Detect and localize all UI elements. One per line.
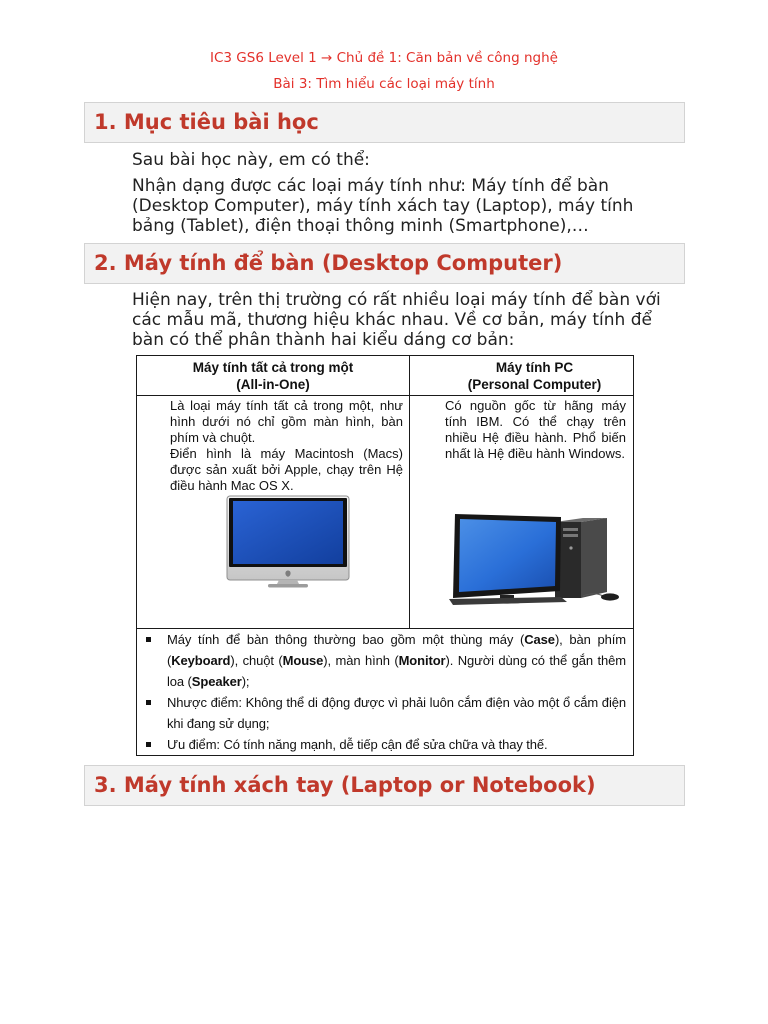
pc-keyboard (449, 597, 567, 605)
objectives-intro: Sau bài học này, em có thể: (132, 150, 370, 170)
note-term: Keyboard (171, 653, 231, 668)
note-text: Nhược điểm: Không thể di động được vì phải luôn cắm điện vào một ổ cắm điện khi đang sử dụng; (167, 695, 626, 731)
header-title: Máy tính tất cả trong một (192, 360, 354, 375)
imac-all-in-one-image (226, 495, 350, 589)
bullet-marker (146, 637, 151, 642)
all-in-one-description (170, 398, 403, 494)
pc-tower-side (581, 518, 607, 598)
note-text: ), chuột ( (230, 653, 283, 668)
personal-computer-description (445, 398, 626, 462)
section-heading-objectives: 1. Mục tiêu bài học (94, 110, 319, 134)
note-term: Mouse (282, 653, 324, 668)
power-button-icon (569, 546, 572, 549)
description-paragraph: Có nguồn gốc từ hãng máy tính IBM. Có thể chạy trên nhiều Hệ điều hành. Phổ biến nhất là Hệ điều hành Windows. (445, 398, 626, 461)
note-term: Speaker (191, 674, 242, 689)
document-course-header: IC3 GS6 Level 1 → Chủ đề 1: Căn bản về công nghệ (210, 50, 558, 66)
section-heading-desktop: 2. Máy tính để bàn (Desktop Computer) (94, 251, 563, 275)
note-term: Case (524, 632, 555, 647)
note-text: ). Người dùng có thể gắn thêm loa ( (167, 653, 627, 689)
note-text: Ưu điểm: Có tính năng mạnh, dễ tiếp cận để sửa chữa và thay thế. (167, 737, 548, 752)
description-paragraph: Điển hình là máy Macintosh (Macs) được sản xuất bởi Apple, chạy trên Hệ điều hành Mac OS X. (170, 446, 403, 493)
desktop-types-table (136, 355, 634, 756)
note-text: Máy tính để bàn thông thường bao gồm một thùng máy ( (167, 632, 525, 647)
bullet-marker (146, 700, 151, 705)
section-heading-box (84, 243, 685, 284)
list-item (137, 734, 633, 755)
imac-stand-base (268, 584, 308, 588)
bullet-marker (146, 742, 151, 747)
imac-screen (233, 501, 343, 564)
note-text: ), bàn phím ( (167, 632, 626, 668)
header-title: Máy tính PC (495, 360, 574, 375)
section-heading-laptop: 3. Máy tính xách tay (Laptop or Notebook) (94, 773, 596, 797)
desktop-pc-image (443, 496, 628, 608)
desktop-notes-list (137, 629, 633, 755)
list-item (137, 692, 633, 734)
table-row-divider (137, 395, 633, 396)
header-subtitle: (Personal Computer) (467, 377, 602, 392)
objectives-body: Nhận dạng được các loại máy tính như: Máy tính để bàn (Desktop Computer), máy tính xách tay (Laptop), máy tính bảng (Tablet), điện thoại thông minh (Smartphone),… (132, 176, 634, 236)
section-heading-box (84, 765, 685, 806)
header-subtitle: (All-in-One) (236, 377, 310, 392)
table-column-divider (409, 356, 410, 628)
note-term: Monitor (398, 653, 446, 668)
table-header-personal-computer (410, 356, 633, 395)
pc-drive-bay (563, 534, 578, 537)
desktop-intro-paragraph: Hiện nay, trên thị trường có rất nhiều loại máy tính để bàn với các mẫu mã, thương hiệu khác nhau. Về cơ bản, máy tính để bàn có thể phân thành hai kiểu dáng cơ bản: (132, 290, 661, 350)
section-heading-box (84, 102, 685, 143)
table-header-all-in-one (137, 356, 409, 395)
note-text: ); (241, 674, 250, 689)
description-paragraph: Là loại máy tính tất cả trong một, như hình dưới nó chỉ gồm màn hình, bàn phím và chuột. (170, 398, 403, 445)
pc-monitor-screen (459, 519, 556, 592)
imac-stand (277, 580, 299, 584)
document-lesson-title: Bài 3: Tìm hiểu các loại máy tính (273, 76, 495, 92)
pc-mouse (601, 593, 619, 600)
note-text: ), màn hình ( (323, 653, 399, 668)
pc-drive-bay (563, 528, 578, 531)
list-item (137, 629, 633, 692)
